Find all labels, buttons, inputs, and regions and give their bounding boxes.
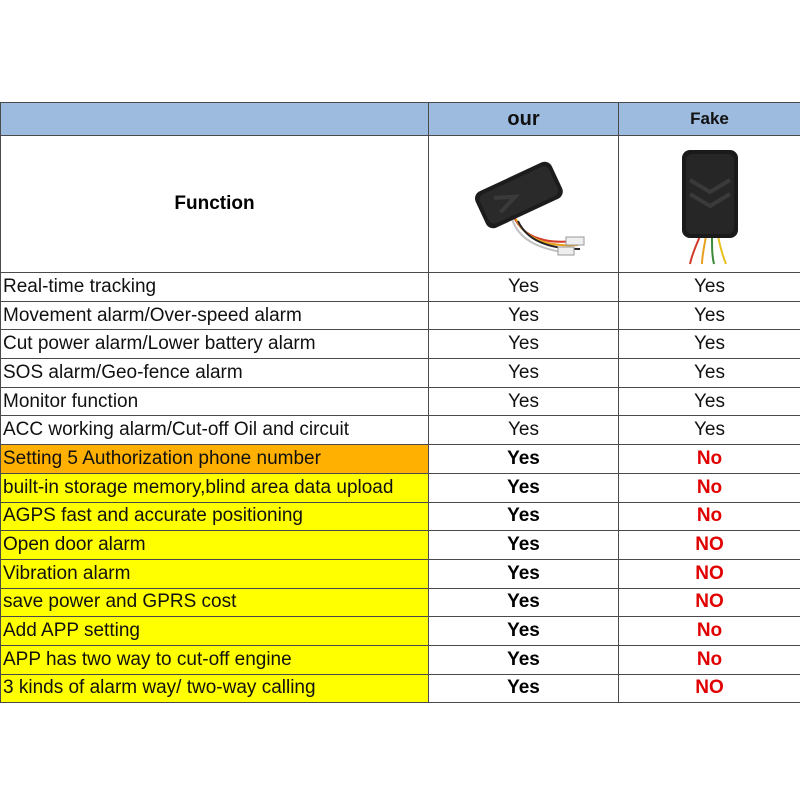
feature-name-cell: Setting 5 Authorization phone number [1, 445, 429, 474]
comparison-table [0, 102, 800, 703]
our-value-cell: Yes [429, 559, 619, 588]
our-value-cell: Yes [429, 445, 619, 474]
our-device-image-cell [429, 136, 619, 273]
table-row [1, 531, 800, 560]
table-row [1, 645, 800, 674]
fake-value-cell: No [619, 445, 800, 474]
feature-name-cell: Cut power alarm/Lower battery alarm [1, 330, 429, 359]
table-row [1, 588, 800, 617]
our-value-cell: Yes [429, 617, 619, 646]
our-device-image [454, 149, 594, 259]
fake-value-cell: Yes [619, 273, 800, 302]
our-value-cell: Yes [429, 359, 619, 388]
our-value-cell: Yes [429, 502, 619, 531]
table-row [1, 273, 800, 302]
fake-value-cell: Yes [619, 330, 800, 359]
fake-value-cell: No [619, 502, 800, 531]
table-row [1, 301, 800, 330]
feature-name-cell: Movement alarm/Over-speed alarm [1, 301, 429, 330]
fake-device-image [660, 142, 760, 266]
our-value-cell: Yes [429, 387, 619, 416]
fake-value-cell: NO [619, 674, 800, 703]
feature-name-cell: Vibration alarm [1, 559, 429, 588]
image-row [1, 136, 800, 273]
table-header-row [1, 103, 800, 136]
fake-value-cell: No [619, 645, 800, 674]
feature-name-cell: SOS alarm/Geo-fence alarm [1, 359, 429, 388]
function-label: Function [1, 136, 429, 273]
fake-value-cell: Yes [619, 301, 800, 330]
header-fake: Fake [619, 103, 800, 136]
table-row [1, 502, 800, 531]
table-row [1, 674, 800, 703]
our-value-cell: Yes [429, 330, 619, 359]
header-our: our [429, 103, 619, 136]
feature-name-cell: ACC working alarm/Cut-off Oil and circuit [1, 416, 429, 445]
feature-name-cell: built-in storage memory,blind area data upload [1, 473, 429, 502]
fake-value-cell: Yes [619, 359, 800, 388]
feature-name-cell: APP has two way to cut-off engine [1, 645, 429, 674]
feature-name-cell: Real-time tracking [1, 273, 429, 302]
header-blank-cell [1, 103, 429, 136]
fake-device-image-cell [619, 136, 800, 273]
table-row [1, 359, 800, 388]
table-row [1, 330, 800, 359]
our-value-cell: Yes [429, 273, 619, 302]
fake-value-cell: NO [619, 531, 800, 560]
our-value-cell: Yes [429, 588, 619, 617]
feature-name-cell: Open door alarm [1, 531, 429, 560]
our-value-cell: Yes [429, 645, 619, 674]
fake-value-cell: NO [619, 588, 800, 617]
table-row [1, 617, 800, 646]
our-value-cell: Yes [429, 674, 619, 703]
fake-value-cell: No [619, 473, 800, 502]
fake-value-cell: Yes [619, 416, 800, 445]
our-value-cell: Yes [429, 301, 619, 330]
feature-name-cell: Add APP setting [1, 617, 429, 646]
our-value-cell: Yes [429, 473, 619, 502]
feature-name-cell: save power and GPRS cost [1, 588, 429, 617]
table-row [1, 559, 800, 588]
our-value-cell: Yes [429, 416, 619, 445]
fake-value-cell: No [619, 617, 800, 646]
feature-name-cell: 3 kinds of alarm way/ two-way calling [1, 674, 429, 703]
fake-value-cell: NO [619, 559, 800, 588]
feature-name-cell: AGPS fast and accurate positioning [1, 502, 429, 531]
table-row [1, 445, 800, 474]
table-row [1, 387, 800, 416]
our-value-cell: Yes [429, 531, 619, 560]
table-row [1, 473, 800, 502]
feature-name-cell: Monitor function [1, 387, 429, 416]
table-row [1, 416, 800, 445]
fake-value-cell: Yes [619, 387, 800, 416]
